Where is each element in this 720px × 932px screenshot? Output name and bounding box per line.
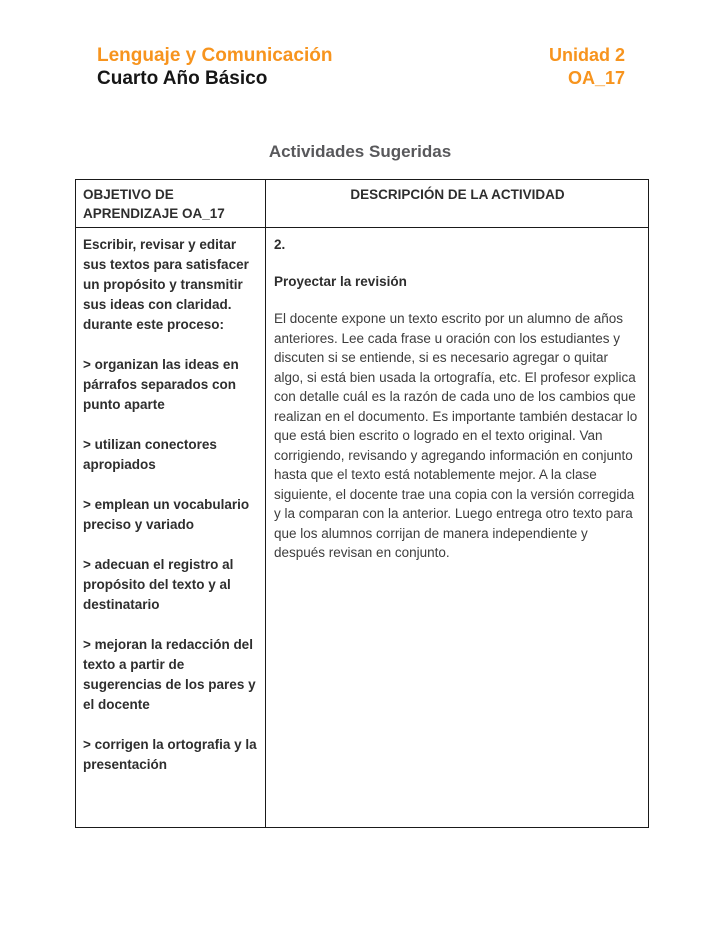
table-header-row xyxy=(76,180,649,228)
objective-bullet: > organizan las ideas en párrafos separados con punto aparte xyxy=(83,357,239,412)
subject-title: Lenguaje y Comunicación xyxy=(97,45,333,66)
activity-column-header: DESCRIPCIÓN DE LA ACTIVIDAD xyxy=(266,180,649,228)
unit-label: Unidad 2 xyxy=(548,45,625,65)
section-title: Actividades Sugeridas xyxy=(268,142,452,161)
header-left-block xyxy=(97,44,332,90)
objective-column-header: OBJETIVO DE APRENDIZAJE OA_17 xyxy=(76,180,266,228)
grade-title: Cuarto Año Básico xyxy=(97,68,268,89)
table-body-row xyxy=(76,228,649,828)
objective-cell xyxy=(76,228,266,828)
activity-title: Proyectar la revisión xyxy=(274,274,407,289)
page-header xyxy=(0,0,720,90)
activity-cell xyxy=(266,228,649,828)
objective-bullet: > corrigen la ortografia y la presentación xyxy=(83,737,257,772)
oa-label: OA_17 xyxy=(567,68,625,88)
header-right-block xyxy=(549,44,625,90)
objective-bullet: > adecuan el registro al propósito del texto y al destinatario xyxy=(83,557,234,612)
activity-number: 2. xyxy=(274,237,286,252)
activity-body: El docente expone un texto escrito por un alumno de años anteriores. Lee cada frase u oración con los estudiantes y discuten si se entiende, si es necesario agregar o quitar algo, si está bien usada la ortografía, etc. El profesor explica con detalle cuál es la razón de cada uno de los cambios que realizan en el documento. Es importante también destacar lo que está bien escrito o logrado en el texto original. Van corrigiendo, revisando y agregando información en conjunto hasta que el texto está notablemente mejor. A la clase siguiente, el docente trae una copia con la versión corregida y la comparan con la anterior. Luego entrega otro texto para que los alumnos corrijan de manera independiente y después revisan en conjunto. xyxy=(274,311,638,560)
objective-bullet: > utilizan conectores apropiados xyxy=(83,437,217,472)
activity-table xyxy=(75,179,649,828)
objective-bullet: > emplean un vocabulario preciso y variado xyxy=(83,497,250,532)
objective-intro: Escribir, revisar y editar sus textos para satisfacer un propósito y transmitir sus ideas con claridad. durante este proceso: xyxy=(83,237,249,332)
objective-bullet: > mejoran la redacción del texto a partir de sugerencias de los pares y el docente xyxy=(83,637,256,712)
